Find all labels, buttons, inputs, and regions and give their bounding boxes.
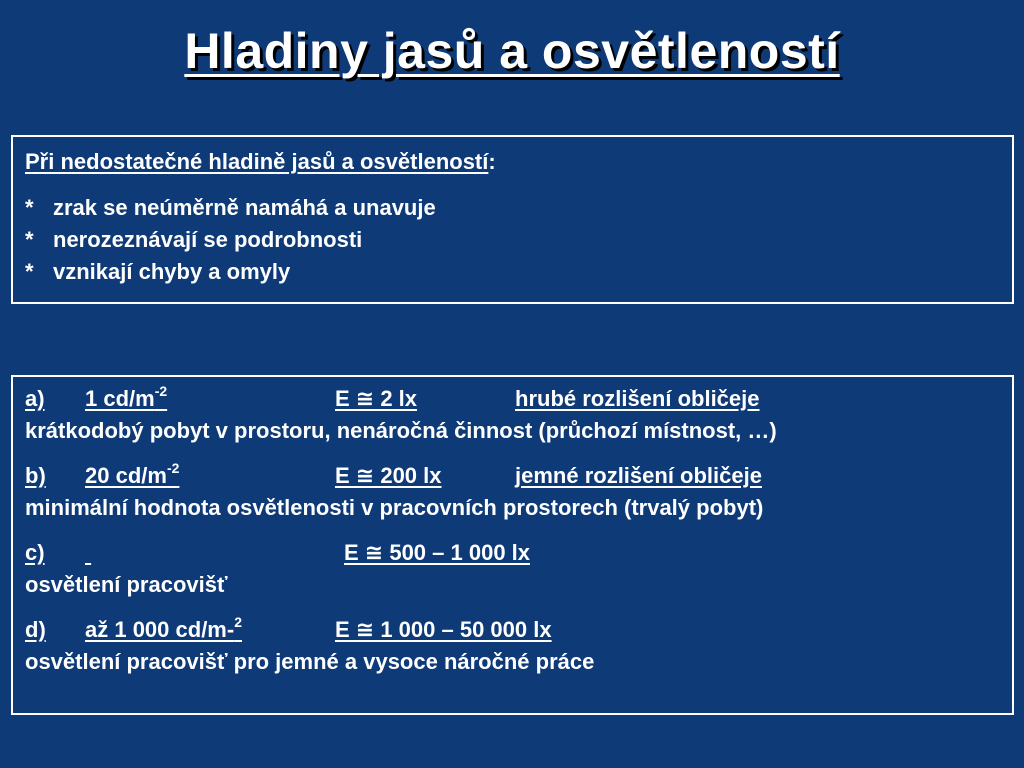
entry-header: [25, 460, 1000, 492]
luminance-text: 20 cd/m: [85, 463, 167, 488]
bullet-item: [25, 256, 1000, 288]
level-entry-a: [25, 383, 1000, 447]
luminance-value: [85, 537, 344, 569]
insufficient-light-box: [11, 135, 1014, 304]
entry-label: a): [25, 386, 45, 411]
entry-description: minimální hodnota osvětlenosti v pracovních prostorech (trvalý pobyt): [25, 495, 764, 520]
bullet-item: [25, 224, 1000, 256]
entry-description: krátkodobý pobyt v prostoru, nenáročná činnost (průchozí místnost, …): [25, 418, 777, 443]
bullet-item: [25, 192, 1000, 224]
luminance-exponent: -2: [166, 460, 180, 476]
entry-header: [25, 537, 1000, 569]
entry-description: osvětlení pracovišť pro jemné a vysoce náročné práce: [25, 649, 595, 674]
level-entry-b: [25, 460, 1000, 524]
bullet-marker: *: [25, 259, 34, 284]
bullet-text: vznikají chyby a omyly: [53, 259, 291, 284]
illuminance-value: E ≅ 1 000 – 50 000 lx: [335, 617, 552, 642]
level-entry-d: [25, 614, 1000, 678]
luminance-exponent: -2: [154, 383, 168, 399]
entry-description: osvětlení pracovišť: [25, 572, 228, 597]
bullet-marker: *: [25, 195, 34, 220]
illuminance-value: E ≅ 500 – 1 000 lx: [344, 540, 531, 565]
slide-title: Hladiny jasů a osvětleností: [184, 23, 840, 79]
entry-label: c): [25, 540, 45, 565]
entry-header: [25, 383, 1000, 415]
box-heading: [25, 146, 1000, 178]
bullet-text: nerozeznávají se podrobnosti: [53, 227, 363, 252]
box-heading-colon: :: [488, 149, 496, 174]
entry-label: b): [25, 463, 46, 488]
luminance-text: až 1 000 cd/m-: [85, 617, 235, 642]
luminance-value: [85, 614, 335, 646]
luminance-value: [85, 460, 335, 492]
level-entry-c: [25, 537, 1000, 601]
bullet-marker: *: [25, 227, 34, 252]
resolution-text: hrubé rozlišení obličeje: [515, 386, 760, 411]
illuminance-value: E ≅ 200 lx: [335, 463, 442, 488]
entry-header: [25, 614, 1000, 646]
bullet-text: zrak se neúměrně namáhá a unavuje: [53, 195, 436, 220]
luminance-exponent: 2: [234, 614, 242, 630]
box-heading-text: Při nedostatečné hladině jasů a osvětleností: [25, 149, 489, 174]
entry-label: d): [25, 617, 46, 642]
luminance-value: [85, 383, 335, 415]
luminance-text: 1 cd/m: [85, 386, 155, 411]
illuminance-value: E ≅ 2 lx: [335, 386, 418, 411]
resolution-text: jemné rozlišení obličeje: [515, 463, 762, 488]
light-levels-box: [11, 375, 1014, 715]
